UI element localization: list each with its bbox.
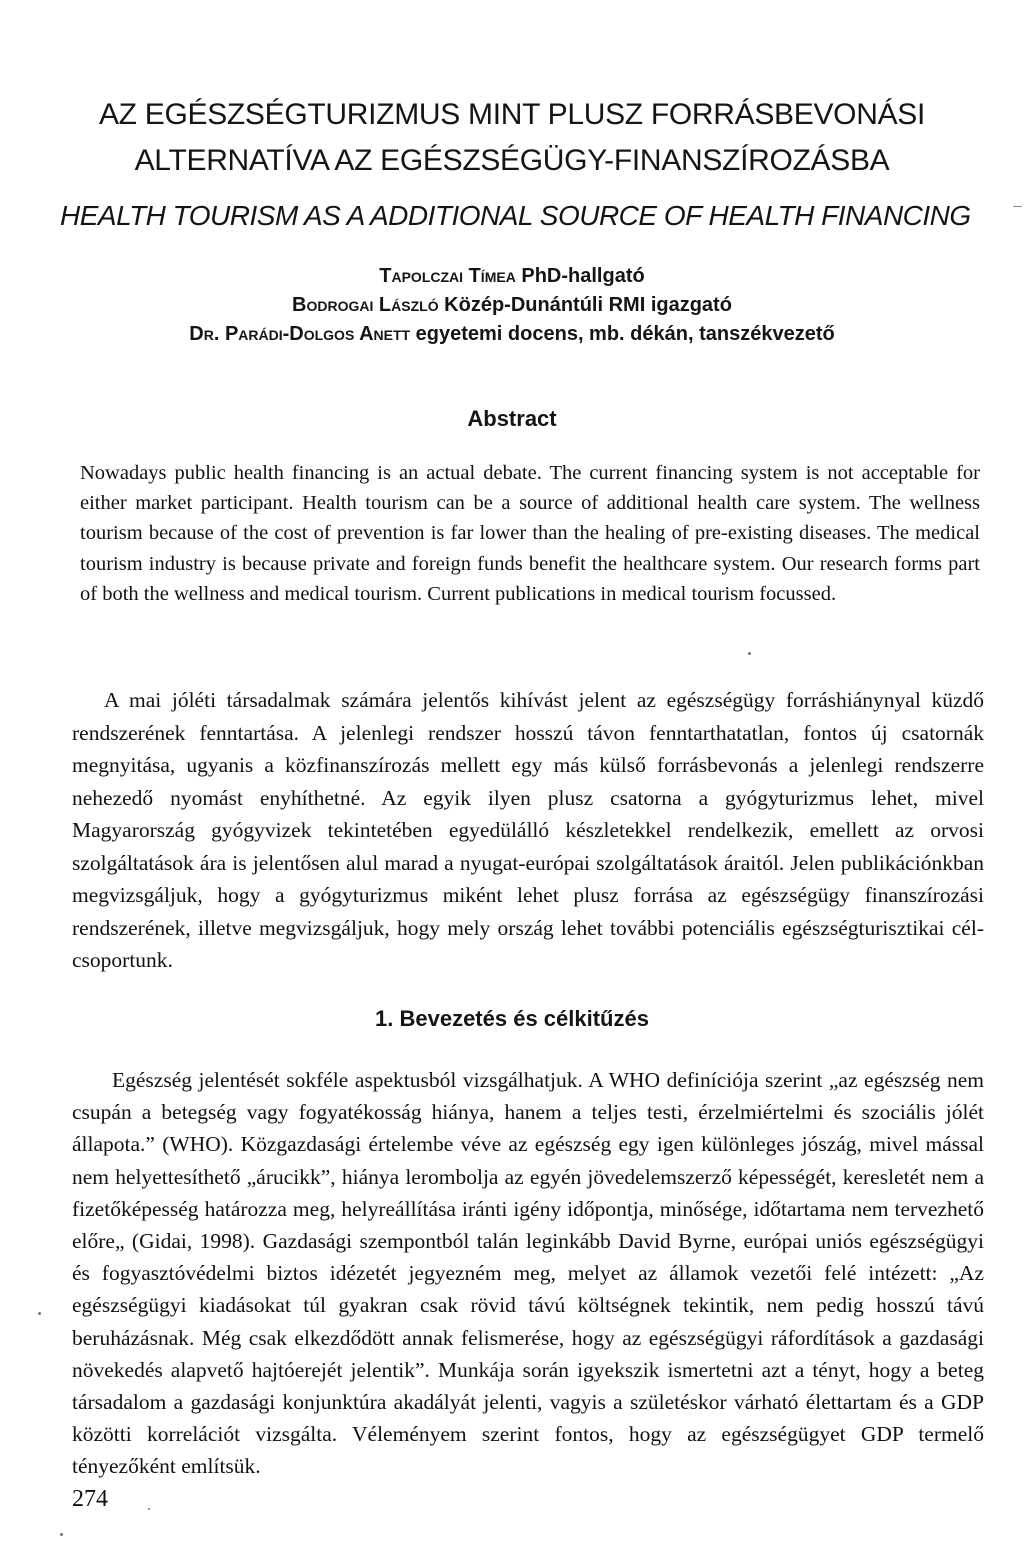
author-role: Közép-Dunántúli RMI igazgató (444, 294, 732, 316)
paper-title (80, 92, 944, 184)
intro-paragraph: A mai jóléti társadalmak számára jelentős kihívást jelent az egészségügy forráshiánynyal küzdő rendszerének fenntartása. A jelenlegi rendszer hosszú távon fenntarthatatlan, fontos új csatornák megnyitása, ugyanis a közfinanszírozás mellett egy más külső forrásbevonás a jelenlegi rendszerre nehezedő nyomást enyhíthetné. Az egyik ilyen plusz csatorna a gyógyturizmus lehet, mivel Magyarország gyógyvizek tekintetében egyedülálló készletekkel rendelkezik, emellett az orvosi szolgáltatások ára is jelentősen alul marad a nyugat-európai szolgáltatások áraitól. Jelen publikációnkban megvizsgáljuk, hogy a gyógyturizmus miként lehet plusz forrása az egészségügy finanszírozási rendszerének, illetve megvizsgáljuk, hogy mely ország lehet további potenciális egészségturisztikai célcsoportunk. (72, 688, 984, 972)
author-name: Tapolczai Tímea (379, 265, 516, 287)
scan-speck (148, 1508, 150, 1510)
author-list (60, 262, 964, 349)
author-name: Bodrogai László (292, 294, 439, 316)
abstract-text: Nowadays public health financing is an actual debate. The current financing system is not acceptable for either market participant. Health tourism can be a source of additional health care system. The wellness tourism because of the cost of prevention is far lower than the healing of pre-existing diseases. The medical tourism industry is because private and foreign funds benefit the healthcare system. Our research forms part of both the wellness and medical tourism. Current publications in medical tourism focussed. (80, 462, 980, 605)
paper-title-line-2: ALTERNATÍVA AZ EGÉSZSÉGÜGY-FINANSZÍROZÁSBA (134, 144, 890, 177)
english-title: HEALTH TOURISM AS A ADDITIONAL SOURCE OF HEALTH FINANCING (60, 200, 971, 231)
scan-mark (1013, 206, 1022, 207)
page-number: 274 (72, 1486, 108, 1512)
scan-speck (60, 1533, 63, 1536)
abstract-heading: Abstract (467, 406, 557, 431)
scan-speck (38, 1312, 41, 1315)
author-line (60, 320, 964, 349)
section-heading: 1. Bevezetés és célkitűzés (375, 1006, 649, 1031)
scan-speck (748, 652, 751, 655)
author-line (60, 291, 964, 320)
author-role: PhD-hallgató (521, 265, 645, 287)
section-paragraph: Egészség jelentését sokféle aspektusból vizsgálhatjuk. A WHO definíciója szerint „az egészség nem csupán a betegség vagy fogyatékosság hiánya, hanem a teljes testi, érzelmiértelmi és szociális jólét állapota.” (WHO). Közgazdasági értelembe véve az egészség egy igen különleges jószág, mivel mással nem helyettesíthető „árucikk”, hiánya lerombolja az egyén jövedelemszerző képességét, keresletét nem a fizetőképesség határozza meg, helyreállítása iránti igény időpontja, minősége, időtartama nem tervezhető előre„ (Gidai, 1998). Gazdasági szempontból talán leginkább David Byrne, európai uniós egészségügyi és fogyasztóvédelmi biztos idézetét jegyezném meg, melyet az államok vezetői felé intézett: „Az egészségügyi kiadásokat túl gyakran csak rövid távú költségnek tekintik, nem pedig hosszú távú beruházásnak. Még csak elkezdődött annak felismerése, hogy az egészségügyi ráfordítások a gazdasági növekedés alapvető hajtóerejét jelentik”. Munkája során igyekszik ismertetni azt a tényt, hogy a beteg társadalom a gazdasági konjunktúra akadályát jelenti, vagyis a születéskor várható élettartam és a GDP közötti korrelációt vizsgálta. Véleményem szerint fontos, hogy az egészségügyet GDP termelő tényezőként említsük. (72, 1068, 984, 1479)
author-name: Dr. Parádi-Dolgos Anett (189, 323, 411, 345)
author-role: egyetemi docens, mb. dékán, tanszékvezető (415, 323, 835, 345)
author-line (60, 262, 964, 291)
paper-title-line-1: AZ EGÉSZSÉGTURIZMUS MINT PLUSZ FORRÁSBEVONÁSI (98, 98, 926, 131)
